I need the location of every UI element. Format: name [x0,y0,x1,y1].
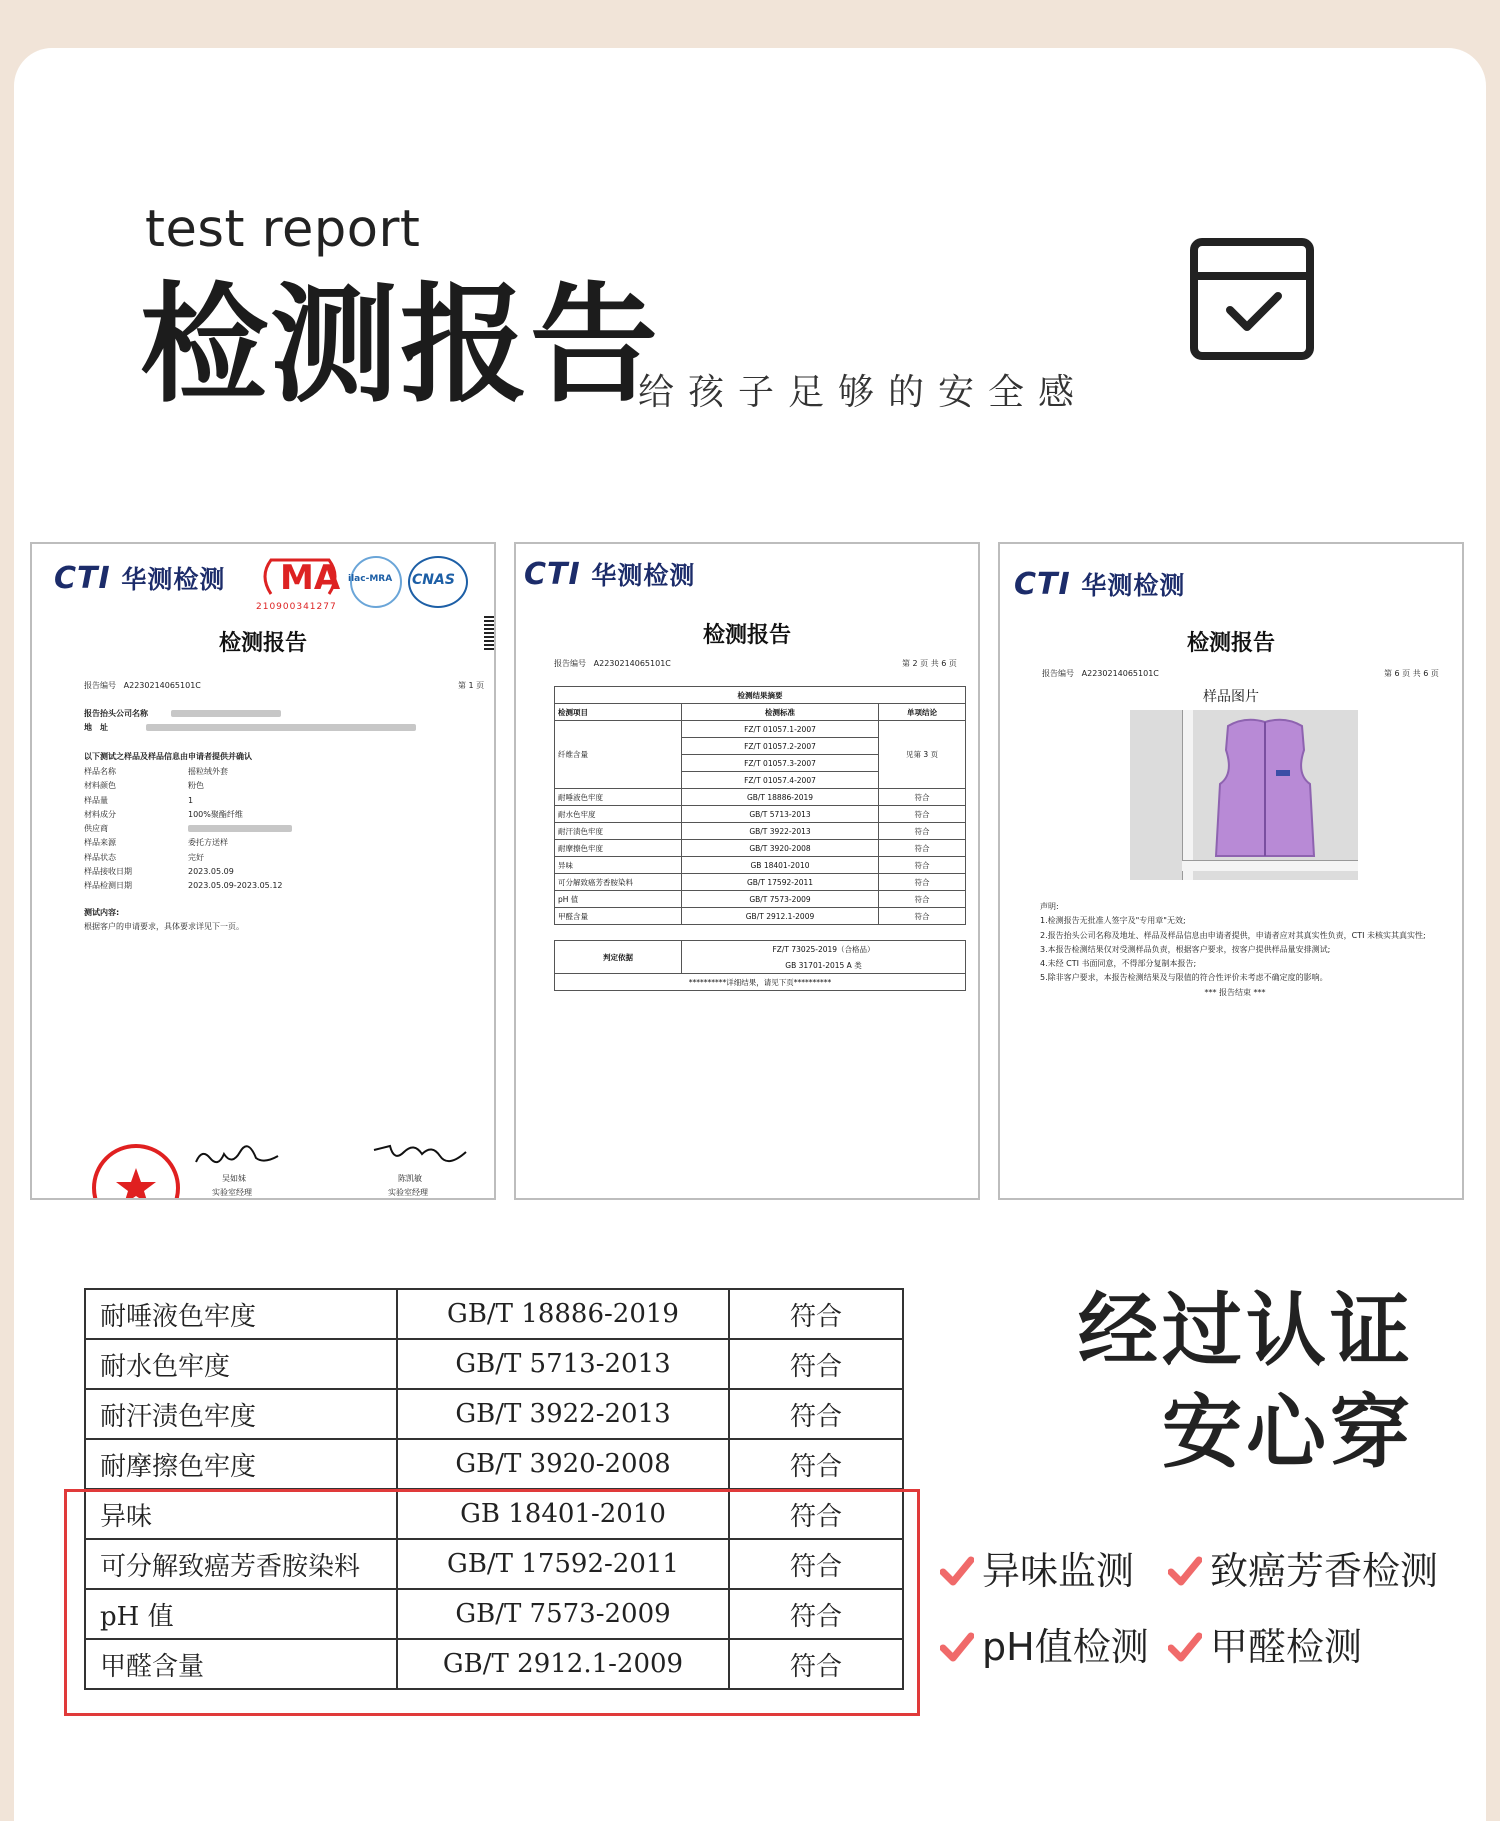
cnas-text: CNAS [412,572,455,588]
highlight-box [64,1489,920,1716]
page-number: 第 2 页 共 6 页 [902,659,957,668]
ruler-vertical [1182,710,1193,880]
check-icon [940,1630,974,1664]
sample-photo [1130,710,1358,880]
check-icon [940,1554,974,1588]
report-page-1 [30,542,496,1200]
client-info: 报告抬头公司名称 地 址 [84,707,484,736]
table-row: 甲醛含量 GB/T 2912.1-2009 符合 [85,1639,903,1689]
signer-1-title: 实验室经理 [212,1188,252,1197]
report-page-2 [514,542,980,1200]
cti-logo: CTI 华测检测 [524,557,696,592]
page-title: 检测报告 [140,271,661,420]
report-title: 检测报告 [702,623,791,648]
feature-carcinogen: 致癌芳香检测 [1168,1540,1438,1595]
cma-text: MA [280,558,341,598]
table-row: pH 值 GB/T 7573-2009 符合 [85,1589,903,1639]
page-number: 第 6 页 共 6 页 [1384,669,1439,678]
report-page-6 [998,542,1464,1200]
report-title: 检测报告 [218,631,307,656]
signer-2-title: 实验室经理 [388,1188,428,1197]
table-row: 可分解致癌芳香胺染料 GB/T 17592-2011 符合 [85,1539,903,1589]
vest-image [1200,714,1330,860]
tagline: 给孩子足够的安全感 [638,372,1089,413]
table-row: 耐摩擦色牢度 GB/T 3920-2008 符合 [85,1439,903,1489]
signer-2-name: 陈凯敏 [398,1174,422,1183]
table-row: 耐唾液色牢度 GB/T 18886-2019 符合 [85,1289,903,1339]
signature-1 [192,1144,282,1172]
photo-label: 样品图片 [1203,689,1259,705]
page-number: 第 1 页 [458,681,485,690]
report-title: 检测报告 [1186,631,1275,656]
certified-line-1: 经过认证 [1078,1284,1414,1377]
statements: 声明: 1.检测报告无批准人签字及"专用章"无效; 2.报告抬头公司名称及地址、样品及样品信息由申请者提供，申请者应对其真实性负责，CTI 未核实其真实性; 3.本报告检测结果仅对受测样品负责，根据客户要求，按客户提供样品量安排测试; 4.未经 CTI 书面同意，不得部分复制本报告; 5.除非客户要求，本报告检测结果及与限值的符合性评价未考虑不确定度的影响。 *** 报告结束 *** [1040,902,1426,997]
ilac-text: ilac-MRA [348,574,393,584]
signer-1-name: 吴如妹 [222,1174,246,1183]
table-row: 耐汗渍色牢度 GB/T 3922-2013 符合 [85,1389,903,1439]
cti-logo: CTI 华测检测 [54,561,226,596]
check-icon [1168,1554,1202,1588]
section-title: 以下测试之样品及样品信息由申请者提供并确认 [84,752,252,761]
report-no: 报告编号 A2230214065101C [1042,669,1159,678]
feature-odor: 异味监测 [940,1540,1134,1595]
summary-table: 检测结果摘要 检测项目 检测标准 单项结论 纤维含量 FZ/T 01057.1-2007 见第 3 页 FZ/T 01057.2-2007 FZ/T 01057.3-2007 FZ/T 01057.4-2007 耐唾液色牢度 GB/T 18886-2019 符合 耐水色牢度 GB/T 5713-2013 符合 耐汗渍色牢度 GB/T 3922-2013 符合 耐摩擦色牢度 GB/T 3920-2008 符合 异味 GB 18401-2010 符合 可分解致癌芳香胺染料 GB/T 17592-2011 符合 pH 值 GB/T 7573-2009 符合 甲醛含量 GB/T 2912.1-2009 符合 [554,686,966,925]
subtitle-en: test report [145,200,421,259]
judge-table: 判定依据 FZ/T 73025-2019（合格品） GB 31701-2015 A 类 **********详细结果，请见下页********** [554,940,966,991]
report-no: 报告编号 A2230214065101C [554,659,671,668]
certified-text [1078,1280,1414,1484]
report-no: 报告编号 A2230214065101C [84,681,201,690]
check-icon [1168,1630,1202,1664]
test-content: 根据客户的申请要求，具体要求详见下一页。 [84,922,244,931]
calendar-check-icon [1190,238,1314,360]
feature-ph: pH值检测 [940,1616,1149,1671]
test-content-label: 测试内容: [84,908,120,917]
sample-fields: 样品名称 摇粒绒外套 材料颜色 粉色 样品量 1 材料成分 100%聚酯纤维 供应商 样品来源 委托方送样 样品状态 完好 样品接收日期 2023.05.09 样品检测日期 2023.05.09-2023.05.12 [84,765,292,894]
certified-line-2: 安心穿 [1162,1386,1414,1479]
table-row: 异味 GB 18401-2010 符合 [85,1489,903,1539]
cma-number: 210900341277 [256,602,337,612]
table-row: 耐水色牢度 GB/T 5713-2013 符合 [85,1339,903,1389]
signature-2 [370,1140,470,1168]
feature-formaldehyde: 甲醛检测 [1168,1616,1362,1671]
official-seal [90,1134,182,1200]
ruler-horizontal [1182,860,1358,871]
cti-logo: CTI 华测检测 [1014,567,1186,602]
